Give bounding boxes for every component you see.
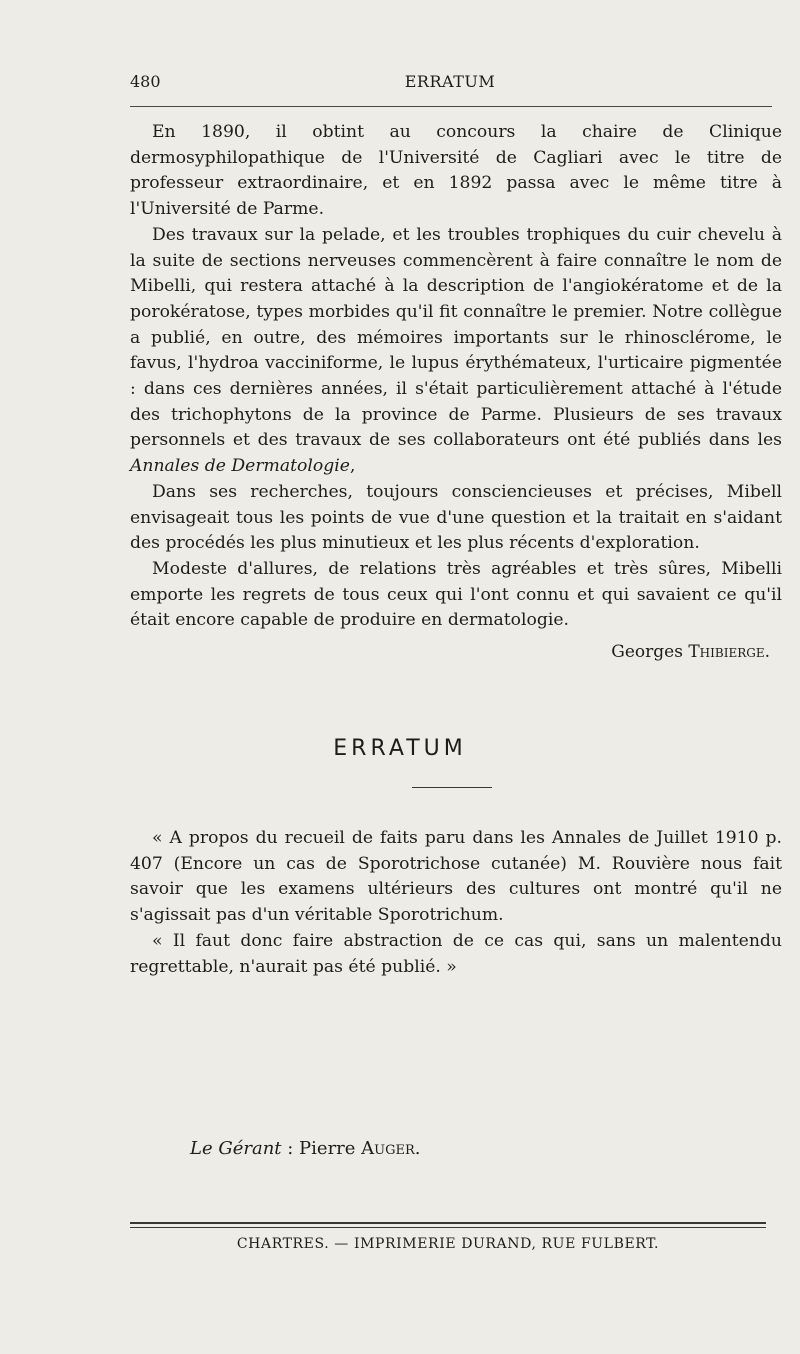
printer-imprint: CHARTRES. — IMPRIMERIE DURAND, RUE FULBERT. [236,1236,660,1252]
paragraph-3: Dans ses recherches, toujours consciencieuses et précises, Mibell envisageait tous les points de vue d'une question et la traitait en s'aidant des procédés les plus minutieux et les plus récents d'exploration. [130,481,782,554]
erratum-paragraph-2: « Il faut donc faire abstraction de ce cas qui, sans un malentendu regrettable, n'aurait pas été publié. » [130,930,782,977]
paragraph-2-end: , [349,456,356,477]
footer-rule-thick [130,1222,766,1224]
signature-first-name: Georges [611,642,683,662]
running-head [130,72,770,96]
erratum-paragraph-1: « A propos du recueil de faits paru dans les Annales de Juillet 1910 p. 407 (Encore un cas de Sporotrichose cutanée) M. Rouvière nous fait savoir que les examens ultérieurs des cultures ont montré qu'il ne s'agissait pas d'un véritable Sporotrichum. [130,828,782,926]
signature-last-name: Thibierge. [688,642,770,662]
footer-rule-thin [130,1227,766,1228]
journal-title: Annales de Dermatologie [130,456,350,477]
gerant-last-name: Auger. [361,1138,421,1159]
page-number: 480 [130,72,161,91]
obituary-text [130,120,782,634]
publisher-manager [190,1138,421,1159]
paragraph-2-text: Des travaux sur la pelade, et les troubles trophiques du cuir chevelu à la suite de sections nerveuses commencèrent à faire connaître le nom de Mibelli, qui restera attaché à la description de l'angiokératome et de la porokératose, types morbides qu'il fit connaître le premier. Notre collègue a publié, en outre, des mémoires importants sur le rhinosclérome, le favus, l'hydroa vacciniforme, le lupus érythémateux, l'urticaire pigmentée : dans ces dernières années, il s'était particulièrement attaché à l'étude des trichophytons de la province de Parme. Plusieurs de ses travaux personnels et des travaux de ses collaborateurs ont été publiés dans les [130,224,782,451]
gerant-label: Le Gérant [190,1138,282,1159]
erratum-heading: ERRATUM [333,736,467,761]
gerant-separator: : [281,1138,300,1159]
running-title: ERRATUM [404,72,496,91]
erratum-rule [412,787,492,788]
paragraph-1: En 1890, il obtint au concours la chaire de Clinique dermosyphilopathique de l'Université de Cagliari avec le titre de professeur extraordinaire, et en 1892 passa avec le même titre à l'Université de Parme. [130,122,782,220]
erratum-text [130,826,782,980]
gerant-first-name: Pierre [299,1138,356,1159]
paragraph-2 [130,223,782,480]
header-rule [130,106,772,107]
author-signature [611,642,770,662]
paragraph-4: Modeste d'allures, de relations très agréables et très sûres, Mibelli emporte les regrets de tous ceux qui l'ont connu et qui savaient ce qu'il était encore capable de produire en dermatologie. [130,558,782,631]
